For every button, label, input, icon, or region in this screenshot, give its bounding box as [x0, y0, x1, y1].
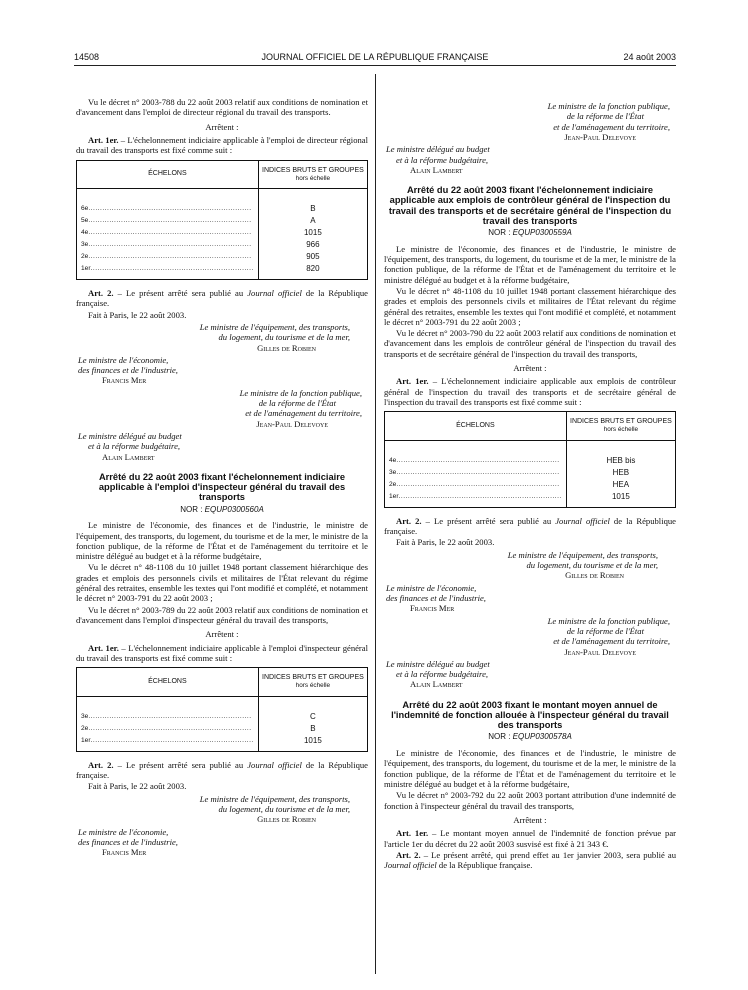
index-value: A [310, 215, 316, 225]
signature-budget [76, 431, 368, 462]
index-value: 966 [306, 239, 320, 249]
table-header-echelons: ÉCHELONS [77, 668, 259, 696]
article-text: de la République française. [384, 515, 676, 537]
table-header-indices [258, 668, 367, 696]
vu-paragraph: Vu le décret n° 2003-790 du 22 août 2003 relatif aux conditions de nomination et d'avancement dans les emplois de contrôleur général de l'inspection du travail des transports et de secrétaire général de l'inspection du travail des transports, [384, 328, 676, 359]
page-header [74, 52, 676, 66]
echelon-label [81, 263, 254, 275]
article-label: Art. 2. [88, 759, 114, 770]
article-label: Art. 2. [396, 849, 421, 860]
page-number: 14508 [74, 52, 100, 62]
echelon-label [81, 215, 254, 227]
column-divider [375, 74, 376, 974]
value-cell [566, 440, 675, 507]
journal-ref: Journal officiel [384, 860, 437, 871]
table-echelons-3 [384, 411, 676, 507]
value-cell [258, 696, 367, 751]
sig-line: Le ministre de la fonction publique, [239, 387, 362, 398]
leader-dots: ...................................................................... [396, 468, 560, 476]
sig-line: Le ministre de l'équipement, des transports, [507, 549, 658, 560]
sig-line: des finances et de l'industrie, [78, 365, 178, 376]
signature-budget [384, 659, 676, 690]
sig-line: de la réforme de l'État [566, 111, 644, 122]
echelon-label [389, 455, 562, 467]
leader-dots: ...................................................................... [90, 264, 254, 272]
sig-line: et de l'aménagement du territoire, [553, 636, 670, 647]
sig-line: Le ministre de l'économie, [386, 582, 477, 593]
left-column [76, 97, 368, 860]
sig-line: et à la réforme budgétaire, [396, 669, 489, 680]
sig-line: des finances et de l'industrie, [78, 836, 178, 847]
article-text: de la République française. [76, 287, 368, 309]
leader-dots: ...................................................................... [88, 204, 252, 212]
index-value: HEA [612, 479, 630, 489]
signature-fonction-publique [76, 388, 368, 429]
index-value: HEB [612, 467, 630, 477]
sig-line: et à la réforme budgétaire, [396, 154, 489, 165]
article-text: – L'échelonnement indiciaire applicable aux emplois de contrôleur général de l'inspection du travail des transports et de secrétaire général de l'inspection du travail des transports est fixé comme suit : [384, 376, 676, 408]
article-1 [384, 828, 676, 849]
article-label: Art. 2. [88, 287, 114, 298]
sig-line: Le ministre délégué au budget [78, 431, 182, 442]
leader-dots: ...................................................................... [88, 252, 252, 260]
signatory-name: Alain Lambert [102, 451, 155, 462]
header-text: INDICES BRUTS ET GROUPES [570, 418, 672, 426]
header-sub: hors échelle [295, 682, 331, 690]
decree-heading-inspecteur-general: Arrêté du 22 août 2003 fixant l'échelonnement indiciaire applicable à l'emploi d'inspecteur général du travail des transports [98, 471, 346, 503]
fait-a-paris: Fait à Paris, le 22 août 2003. [396, 537, 495, 548]
sig-line: de la réforme de l'État [258, 398, 336, 409]
article-text: – Le présent arrêté sera publié au [113, 759, 248, 770]
leader-dots: ...................................................................... [396, 456, 560, 464]
preamble-paragraph: Le ministre de l'économie, des finances et de l'industrie, le ministre de l'équipement, des transports, du logement, du tourisme et de la mer, le ministre de la fonction publique, de la réforme de l'État et de l'aménagement du territoire et le ministre délégué au budget et à la réforme budgétaire, [384, 243, 676, 285]
article-text: de la République française. [76, 759, 368, 780]
nor-label: NOR : [488, 228, 513, 238]
index-value: C [310, 711, 316, 721]
article-text: – L'échelonnement indiciaire applicable à l'emploi d'inspecteur général du travail des transports est fixé comme suit : [76, 642, 368, 663]
vu-paragraph: Vu le décret n° 2003-792 du 22 août 2003 portant attribution d'une indemnité de fonction à l'inspecteur général du travail des transports, [384, 790, 676, 811]
article-label: Art. 1er. [88, 134, 119, 145]
journal-title: JOURNAL OFFICIEL DE LA RÉPUBLIQUE FRANÇAISE [261, 52, 489, 62]
signatory-name: Alain Lambert [410, 679, 463, 690]
echelon-number: 2e [389, 480, 397, 488]
fait-a-paris: Fait à Paris, le 22 août 2003. [88, 781, 187, 792]
signatory-name: Alain Lambert [410, 164, 463, 175]
journal-ref: Journal officiel [555, 515, 610, 526]
leader-dots: ...................................................................... [396, 480, 560, 488]
index-value: B [310, 203, 316, 213]
article-label: Art. 1er. [88, 642, 119, 653]
fait-a-paris: Fait à Paris, le 22 août 2003. [88, 309, 187, 320]
leader-dots: ...................................................................... [88, 240, 252, 248]
signature-budget [384, 144, 676, 175]
table-echelons-1 [76, 160, 368, 280]
echelon-number: 3e [81, 712, 89, 720]
index-value: HEB bis [606, 455, 636, 465]
sig-line: des finances et de l'industrie, [386, 592, 486, 603]
article-text: – Le présent arrêté sera publié au [421, 515, 556, 526]
preamble-paragraph: Le ministre de l'économie, des finances et de l'industrie, le ministre de l'équipement, des transports, du logement, du tourisme et de la mer, le ministre de la fonction publique, de la réforme de l'État et de l'aménagement du territoire et le ministre délégué au budget et à la réforme budgétaire, [76, 520, 368, 562]
value-cell [258, 188, 367, 279]
header-text: INDICES BRUTS ET GROUPES [262, 674, 364, 682]
arretent-label: Arrêtent : [513, 814, 547, 825]
sig-line: de la réforme de l'État [566, 625, 644, 636]
nor-code: EQUP0300559A [512, 228, 572, 238]
sig-line: Le ministre de la fonction publique, [547, 615, 670, 626]
echelon-label [389, 491, 562, 503]
article-2 [384, 850, 676, 871]
sig-line: du logement, du tourisme et de la mer, [526, 560, 658, 570]
article-text: – Le présent arrêté, qui prend effet au 1er janvier 2003, sera publié au [420, 849, 677, 860]
index-value: 905 [306, 251, 320, 261]
sig-line: Le ministre de l'économie, [78, 826, 169, 837]
echelon-label [81, 239, 254, 251]
echelon-label [81, 735, 254, 747]
article-1 [76, 643, 368, 664]
signature-economie [384, 583, 676, 614]
right-column [384, 101, 676, 871]
journal-ref: Journal officiel [247, 759, 302, 770]
signature-economie [76, 355, 368, 386]
signatory-name: Jean-Paul Delevoye [256, 418, 328, 429]
article-text: – L'échelonnement indiciaire applicable à l'emploi de directeur régional du travail des transports est fixé comme suit : [76, 134, 368, 156]
signature-economie [76, 827, 368, 858]
signatory-name: Francis Mer [410, 603, 455, 614]
echelon-number: 4e [389, 456, 397, 464]
index-value: 1015 [303, 227, 322, 237]
index-value: 1015 [611, 491, 630, 501]
table-header-indices [258, 160, 367, 188]
leader-dots: ...................................................................... [88, 216, 252, 224]
echelon-number: 1er [81, 264, 91, 272]
vu-paragraph: Vu le décret n° 2003-789 du 22 août 2003 relatif aux conditions de nomination et d'avancement dans l'emploi d'inspecteur général du travail des transports, [76, 604, 368, 626]
sig-line: du logement, du tourisme et de la mer, [218, 332, 350, 343]
article-1 [384, 376, 676, 407]
sig-line: Le ministre de l'équipement, des transports, [199, 793, 350, 804]
echelon-number: 1er [81, 736, 91, 744]
table-header-indices [566, 412, 675, 440]
signature-equipement [384, 550, 676, 581]
echelon-number: 6e [81, 204, 89, 212]
article-text: – Le montant moyen annuel de l'indemnité de fonction prévue par l'article 1er du décret du 22 août 2003 susvisé est fixé à 21 343 €. [384, 828, 676, 849]
signature-fonction-publique [384, 101, 676, 142]
arretent-label: Arrêtent : [513, 363, 547, 374]
sig-line: et de l'aménagement du territoire, [553, 121, 670, 132]
echelon-cell [77, 188, 259, 279]
nor-label: NOR : [180, 504, 205, 514]
echelon-label [81, 711, 254, 723]
signatory-name: Francis Mer [102, 847, 147, 858]
article-label: Art. 2. [396, 515, 422, 526]
echelon-cell [385, 440, 567, 507]
signatory-name: Gilles de Robien [257, 342, 316, 353]
nor-reference [384, 732, 676, 742]
article-2 [76, 760, 368, 781]
preamble-paragraph: Le ministre de l'économie, des finances et de l'industrie, le ministre de l'équipement, des transports, du logement, du tourisme et de la mer, le ministre de la fonction publique, de la réforme de l'État et de l'aménagement du territoire et le ministre délégué au budget et à la réforme budgétaire, [384, 748, 676, 789]
nor-label: NOR : [488, 732, 513, 742]
echelon-number: 2e [81, 724, 89, 732]
arretent-label: Arrêtent : [205, 629, 239, 640]
article-2 [76, 288, 368, 309]
nor-code: EQUP0300578A [512, 732, 572, 742]
decree-heading-controleur-general: Arrêté du 22 août 2003 fixant l'échelonnement indiciaire applicable aux emplois de contrôleur général de l'inspection du travail des transports et de secrétaire général de l'inspection du travail des transports [388, 185, 672, 226]
sig-line: Le ministre délégué au budget [386, 144, 490, 155]
signatory-name: Gilles de Robien [565, 570, 624, 581]
echelon-number: 4e [81, 228, 89, 236]
index-value: 820 [306, 263, 320, 273]
issue-date: 24 août 2003 [623, 52, 676, 62]
index-value: 1015 [303, 735, 322, 745]
sig-line: Le ministre de l'économie, [78, 354, 169, 365]
signatory-name: Francis Mer [102, 375, 147, 386]
signatory-name: Gilles de Robien [257, 814, 316, 825]
header-text: INDICES BRUTS ET GROUPES [262, 166, 364, 174]
table-echelons-2 [76, 667, 368, 751]
sig-line: du logement, du tourisme et de la mer, [218, 803, 350, 814]
sig-line: et de l'aménagement du territoire, [245, 408, 362, 419]
echelon-label [81, 203, 254, 215]
index-value: B [310, 723, 316, 733]
leader-dots: ...................................................................... [90, 736, 254, 744]
sig-line: Le ministre de l'équipement, des transports, [199, 321, 350, 332]
article-text: – Le présent arrêté sera publié au [113, 287, 248, 298]
arretent-label: Arrêtent : [205, 121, 239, 132]
echelon-label [81, 251, 254, 263]
leader-dots: ...................................................................... [88, 228, 252, 236]
sig-line: Le ministre de la fonction publique, [547, 101, 670, 111]
nor-code: EQUP0300560A [204, 504, 264, 514]
echelon-cell [77, 696, 259, 751]
vu-paragraph: Vu le décret n° 48-1108 du 10 juillet 1948 portant classement hiérarchique des grades et emplois des personnels civils et militaires de l'État relevant du régime général des retraites, ensemble les textes qui l'ont modifié et complété, et notamment le décret n° 2003-791 du 22 août 2003 ; [384, 285, 676, 327]
signature-equipement [76, 322, 368, 353]
echelon-number: 1er [389, 492, 399, 500]
leader-dots: ...................................................................... [88, 724, 252, 732]
leader-dots: ...................................................................... [88, 712, 252, 720]
article-text: de la République française. [436, 860, 533, 871]
leader-dots: ...................................................................... [398, 492, 562, 500]
article-1 [76, 135, 368, 156]
nor-reference [76, 505, 368, 515]
signature-fonction-publique [384, 616, 676, 657]
article-2 [384, 516, 676, 537]
article-label: Art. 1er. [396, 376, 429, 387]
table-header-echelons: ÉCHELONS [385, 412, 567, 440]
nor-reference [384, 228, 676, 238]
table-header-echelons: ÉCHELONS [77, 160, 259, 188]
header-sub: hors échelle [295, 174, 331, 182]
echelon-number: 3e [389, 468, 397, 476]
echelon-label [389, 479, 562, 491]
echelon-label [81, 227, 254, 239]
article-label: Art. 1er. [396, 828, 429, 839]
journal-ref: Journal officiel [247, 287, 302, 298]
intro-paragraph: Vu le décret n° 2003-788 du 22 août 2003 relatif aux conditions de nomination et d'avancement dans l'emploi de directeur régional du travail des transports. [76, 97, 368, 118]
vu-paragraph: Vu le décret n° 48-1108 du 10 juillet 1948 portant classement hiérarchique des grades et emplois des personnels civils et militaires de l'État relevant du régime général des retraites, ensemble les textes qui l'ont modifié et complété, et notamment le décret n° 2003-791 du 22 août 2003 ; [76, 562, 368, 604]
echelon-number: 2e [81, 252, 89, 260]
signature-equipement [76, 794, 368, 825]
echelon-label [81, 723, 254, 735]
sig-line: et à la réforme budgétaire, [88, 441, 181, 452]
sig-line: Le ministre délégué au budget [386, 658, 490, 669]
header-sub: hors échelle [603, 426, 639, 434]
signatory-name: Jean-Paul Delevoye [564, 131, 636, 142]
echelon-number: 3e [81, 240, 89, 248]
signatory-name: Jean-Paul Delevoye [564, 646, 636, 657]
decree-heading-indemnite: Arrêté du 22 août 2003 fixant le montant moyen annuel de l'indemnité de fonction allouée à l'inspecteur général du travail des transports [391, 699, 669, 731]
echelon-label [389, 467, 562, 479]
echelon-number: 5e [81, 216, 89, 224]
